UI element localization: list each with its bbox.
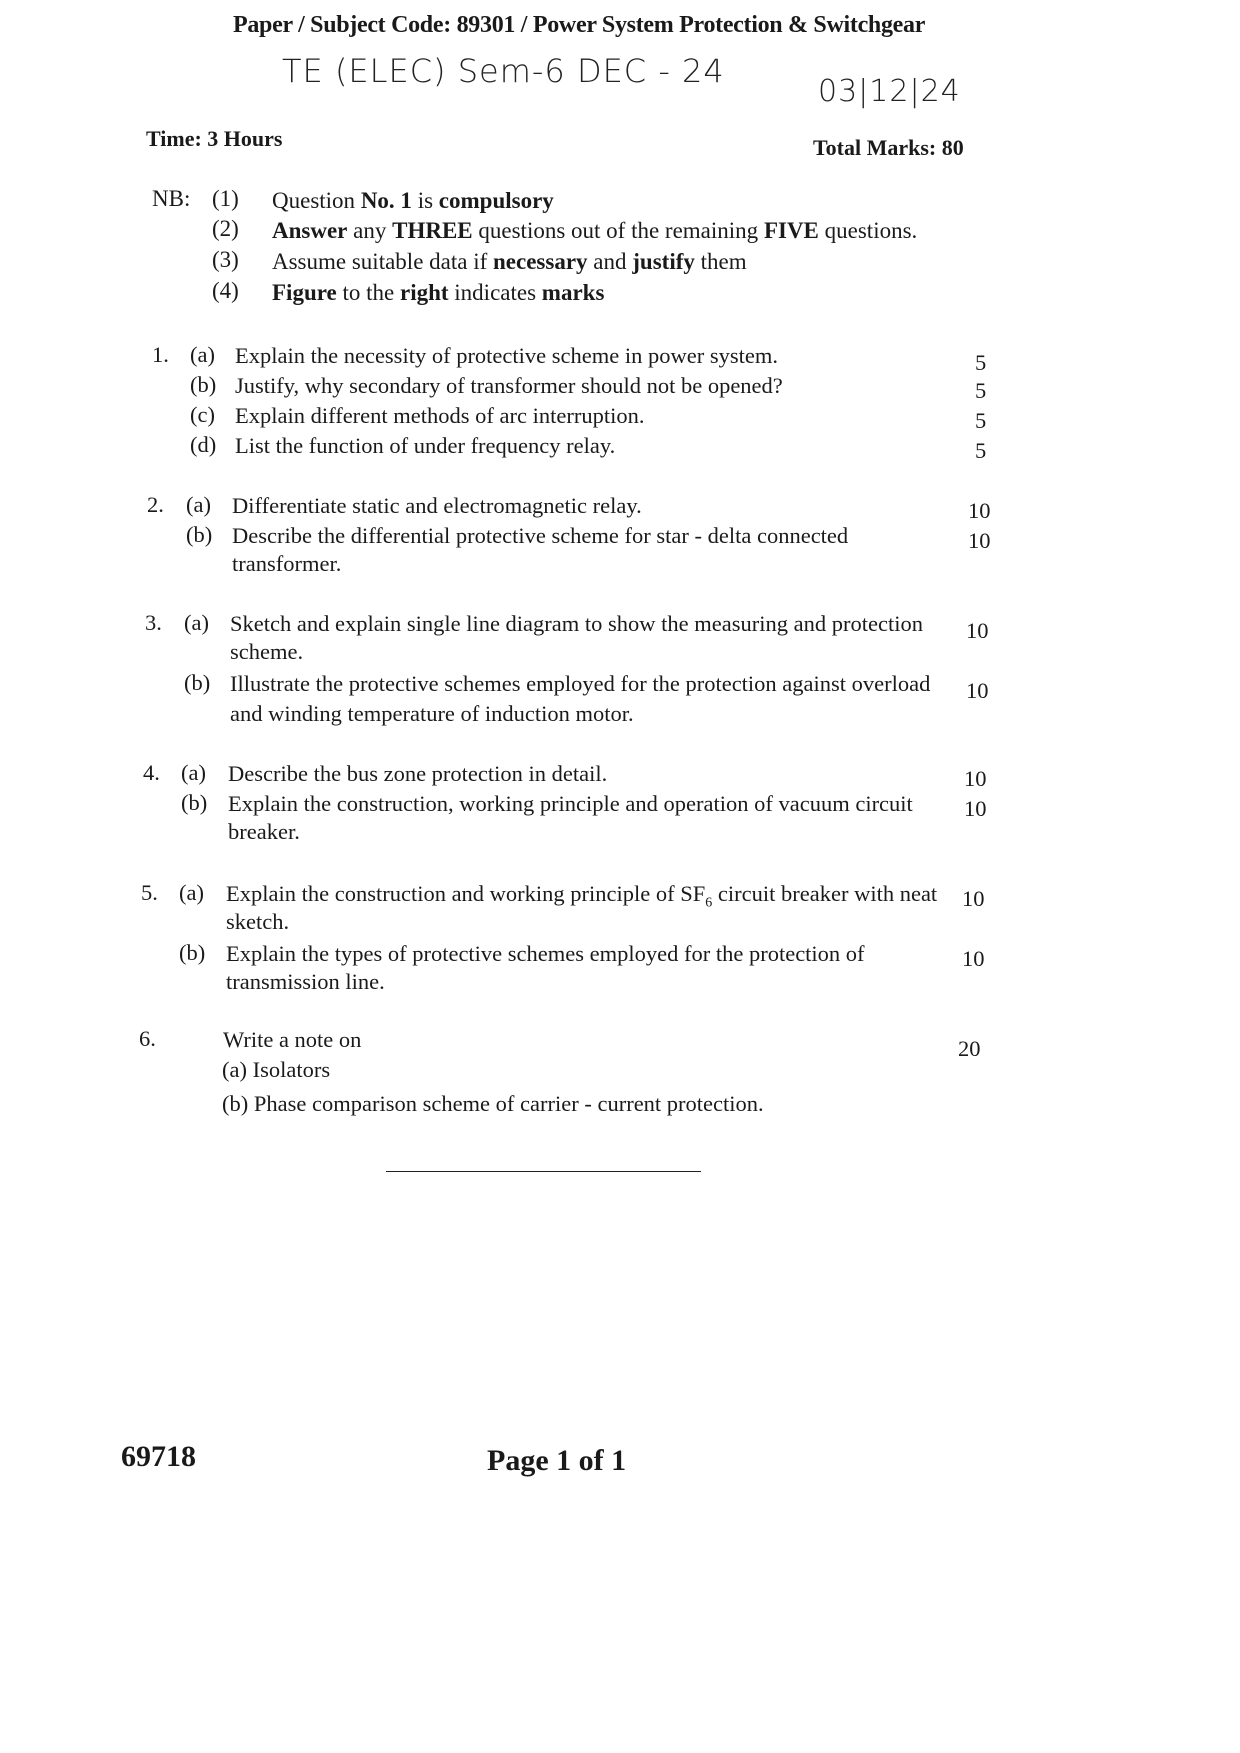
emphasis-text: Figure (272, 280, 337, 305)
handwritten-date: 03|12|24 (818, 74, 961, 109)
subquestion-label: (b) (181, 790, 208, 815)
marks-value: 10 (964, 766, 987, 791)
instruction-text (272, 218, 917, 244)
marks-value: 5 (975, 350, 987, 375)
subquestion-label: (b) (184, 670, 211, 695)
question-intro: Write a note on (223, 1027, 362, 1052)
instruction-text (272, 280, 604, 306)
subquestion-text-continued: and winding temperature of induction motor. (230, 701, 634, 726)
exam-duration: Time: 3 Hours (146, 126, 283, 151)
marks-value: 5 (975, 438, 987, 463)
subquestion-text: Describe the bus zone protection in detail. (228, 761, 608, 786)
instruction-number: (3) (212, 247, 239, 272)
marks-value: 10 (962, 886, 985, 911)
subquestion-text-continued: breaker. (228, 819, 300, 844)
emphasis-text: necessary (493, 249, 588, 274)
instruction-text (272, 188, 554, 214)
emphasis-text: THREE (392, 218, 473, 243)
question-number: 3. (145, 610, 162, 635)
text-segment: Explain the construction and working principle of SF (226, 881, 706, 906)
subscript: 6 (705, 895, 713, 911)
paper-code: 69718 (121, 1440, 196, 1473)
marks-value: 10 (962, 946, 985, 971)
paper-title: Paper / Subject Code: 89301 / Power System Protection & Switchgear (233, 12, 926, 38)
subquestion-text-continued: transformer. (232, 551, 342, 576)
question-number: 5. (141, 880, 158, 905)
plain-text: to the (336, 280, 400, 305)
emphasis-text: FIVE (763, 218, 819, 243)
marks-value: 10 (966, 618, 989, 643)
emphasis-text: right (399, 280, 449, 305)
subquestion-label: (b) (186, 522, 213, 547)
subquestion-label: (b) (190, 372, 217, 397)
marks-value: 20 (958, 1036, 981, 1061)
subquestion-label: (a) (190, 342, 215, 367)
question-number: 2. (147, 492, 164, 517)
subquestion-label: (a) (186, 492, 211, 517)
question-number: 4. (143, 760, 160, 785)
marks-value: 5 (975, 378, 987, 403)
emphasis-text: Answer (272, 218, 348, 243)
note-item: (a) Isolators (222, 1057, 331, 1082)
subquestion-label: (b) (179, 940, 206, 965)
nb-label: NB: (152, 186, 191, 211)
subquestion-text: Describe the differential protective scheme for star - delta connected (232, 523, 849, 548)
subquestion-text-continued: sketch. (226, 909, 290, 934)
subquestion-label: (a) (184, 610, 209, 635)
plain-text: Question (272, 188, 361, 213)
emphasis-text: compulsory (438, 188, 554, 213)
marks-value: 5 (975, 408, 987, 433)
instruction-number: (2) (212, 216, 239, 241)
subquestion-text: Explain the construction, working principle and operation of vacuum circuit (228, 791, 913, 816)
subquestion-text: Differentiate static and electromagnetic relay. (232, 493, 642, 518)
plain-text: is (411, 188, 439, 213)
subquestion-text: Explain different methods of arc interruption. (235, 403, 645, 428)
question-number: 6. (139, 1026, 156, 1051)
subquestion-text: Explain the necessity of protective scheme in power system. (235, 343, 778, 368)
subquestion-label: (d) (190, 432, 217, 457)
subquestion-text: List the function of under frequency relay. (235, 433, 616, 458)
emphasis-text: justify (632, 249, 695, 274)
end-rule (386, 1171, 701, 1172)
plain-text: and (587, 249, 633, 274)
page-number: Page 1 of 1 (487, 1444, 627, 1477)
handwritten-class-note: TE (ELEC) Sem-6 DEC - 24 (282, 52, 725, 90)
subquestion-text: Sketch and explain single line diagram to show the measuring and protection (230, 611, 923, 636)
plain-text: any (347, 218, 393, 243)
note-item: (b) Phase comparison scheme of carrier - current protection. (222, 1091, 764, 1116)
subquestion-label: (a) (179, 880, 204, 905)
subquestion-text-continued: scheme. (230, 639, 304, 664)
subquestion-label: (a) (181, 760, 206, 785)
total-marks: Total Marks: 80 (813, 135, 964, 160)
emphasis-text: No. 1 (360, 188, 412, 213)
question-number: 1. (152, 342, 169, 367)
subquestion-text-continued: transmission line. (226, 969, 385, 994)
text-segment: circuit breaker with neat (712, 881, 938, 906)
marks-value: 10 (966, 678, 989, 703)
emphasis-text: marks (541, 280, 605, 305)
plain-text: Assume suitable data if (272, 249, 494, 274)
subquestion-label: (c) (190, 402, 215, 427)
plain-text: questions. (818, 218, 918, 243)
instruction-number: (1) (212, 186, 239, 211)
plain-text: them (694, 249, 747, 274)
subquestion-text: Justify, why secondary of transformer should not be opened? (235, 373, 783, 398)
subquestion-text: Explain the types of protective schemes employed for the protection of (226, 941, 865, 966)
marks-value: 10 (968, 528, 991, 553)
plain-text: indicates (448, 280, 542, 305)
marks-value: 10 (964, 796, 987, 821)
marks-value: 10 (968, 498, 991, 523)
subquestion-text (226, 880, 937, 918)
instruction-text (272, 249, 747, 275)
plain-text: questions out of the remaining (472, 218, 764, 243)
instruction-number: (4) (212, 278, 239, 303)
subquestion-text: Illustrate the protective schemes employed for the protection against overload (230, 671, 931, 696)
